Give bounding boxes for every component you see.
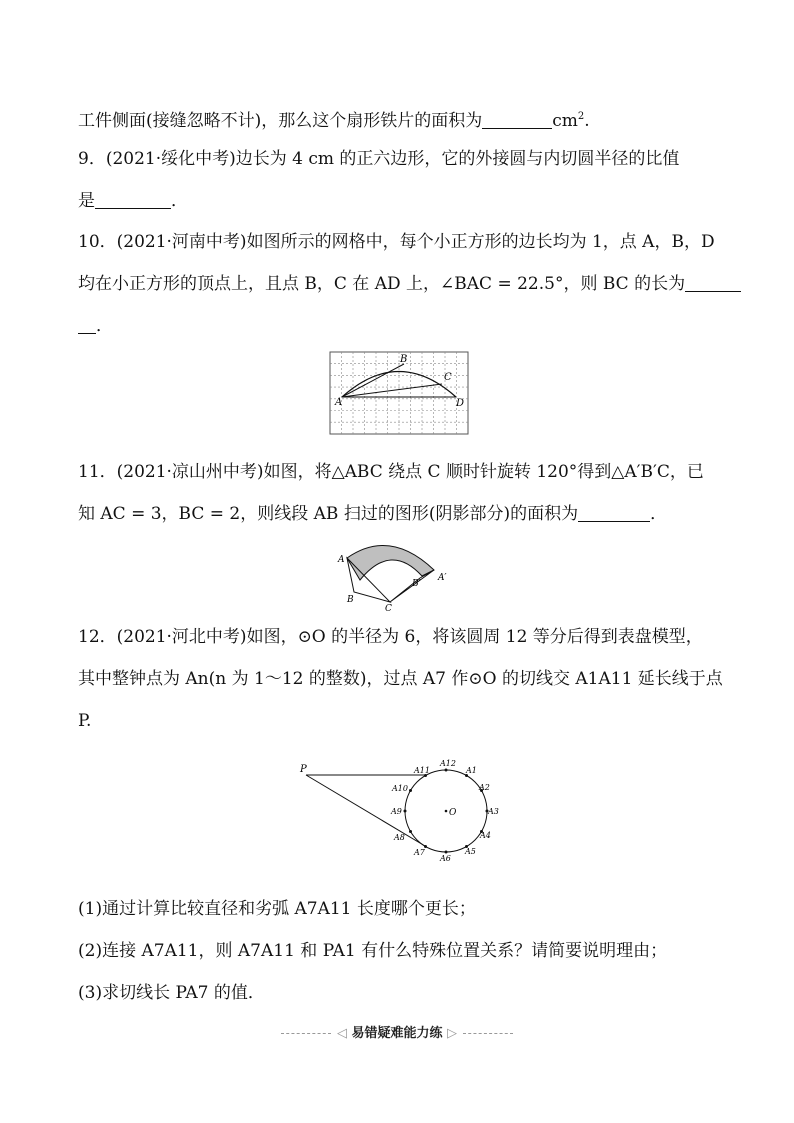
q12-label-a12: A12 bbox=[440, 759, 456, 768]
footer-rule-left bbox=[281, 1033, 331, 1034]
q8-text: 工件侧面(接缝忽略不计)，那么这个扇形铁片的面积为 bbox=[78, 111, 483, 131]
q10-answer-blank-a bbox=[685, 275, 741, 292]
q10-answer-blank-b bbox=[78, 317, 96, 334]
clock-point bbox=[409, 789, 412, 792]
q12-sub3: (3)求切线长 PA7 的值． bbox=[78, 983, 265, 1003]
q11-label-b-prime: B′ bbox=[412, 579, 421, 589]
q10-grid-figure bbox=[326, 348, 472, 438]
right-triangle-icon: ▷ bbox=[447, 1026, 458, 1041]
q9-text: 是 bbox=[78, 191, 95, 211]
q10-line1: 10．(2021·河南中考)如图所示的网格中，每个小正方形的边长均为 1，点 A，B，D bbox=[78, 232, 715, 252]
clock-point bbox=[404, 810, 407, 813]
q12-label-a10: A10 bbox=[392, 784, 408, 793]
q11-label-a-prime: A′ bbox=[438, 573, 447, 583]
q12-label-a1: A1 bbox=[466, 766, 477, 775]
q10-end: ． bbox=[96, 316, 113, 336]
q8-line bbox=[78, 106, 590, 132]
section-footer bbox=[0, 1022, 794, 1041]
q10-line2 bbox=[78, 273, 741, 295]
q12-label-a2: A2 bbox=[479, 783, 490, 792]
q10-label-d: D bbox=[456, 398, 465, 409]
q11-text: 知 AC = 3，BC = 2，则线段 AB 扫过的图形(阴影部分)的面积为 bbox=[78, 504, 579, 524]
q9-line2 bbox=[78, 190, 188, 212]
q12-label-a3: A3 bbox=[488, 807, 499, 816]
q9-end: ． bbox=[171, 191, 188, 211]
q11-label-b: B bbox=[347, 595, 354, 605]
q8-answer-blank bbox=[482, 112, 552, 129]
q10-label-a: A bbox=[335, 397, 343, 408]
q12-line1: 12．(2021·河北中考)如图，⊙O 的半径为 6，将该圆周 12 等分后得到表盘模型， bbox=[78, 627, 703, 647]
q12-clock-figure bbox=[296, 756, 506, 866]
q11-line1: 11．(2021·凉山州中考)如图，将△ABC 绕点 C 顺时针旋转 120°得到△A′B′C，已 bbox=[78, 462, 704, 482]
q12-line2: 其中整钟点为 An(n 为 1～12 的整数)，过点 A7 作⊙O 的切线交 A1A11 延长线于点 bbox=[78, 669, 723, 689]
q12-label-a7: A7 bbox=[414, 848, 425, 857]
clock-point bbox=[445, 769, 448, 772]
q10-line3 bbox=[78, 315, 113, 337]
left-triangle-icon: ◁ bbox=[336, 1026, 347, 1041]
q11-answer-blank bbox=[578, 505, 650, 522]
q10-label-c: C bbox=[444, 372, 452, 383]
q12-label-a6: A6 bbox=[440, 854, 451, 863]
q11-line2 bbox=[78, 503, 667, 525]
q11-label-a: A bbox=[338, 555, 345, 565]
q11-figure bbox=[334, 540, 464, 612]
q11-shaded-region bbox=[347, 546, 434, 581]
footer-rule-right bbox=[463, 1033, 513, 1034]
q12-label-o: O bbox=[449, 808, 457, 818]
footer-label: 易错疑难能力练 bbox=[351, 1026, 443, 1041]
q8-unit: cm bbox=[552, 111, 578, 131]
q8-unit-sup: 2 bbox=[577, 111, 585, 122]
q10-label-b: B bbox=[400, 354, 408, 365]
q9-answer-blank bbox=[95, 192, 171, 209]
q11-end: ． bbox=[650, 504, 668, 524]
q12-label-a11: A11 bbox=[414, 766, 430, 775]
q12-sub1: (1)通过计算比较直径和劣弧 A7A11 长度哪个更长； bbox=[78, 899, 476, 919]
q12-sub2: (2)连接 A7A11，则 A7A11 和 PA1 有什么特殊位置关系？请简要说明理由； bbox=[78, 941, 668, 961]
q12-label-p: P bbox=[300, 764, 307, 775]
q12-label-a9: A9 bbox=[391, 807, 402, 816]
q12-label-a5: A5 bbox=[465, 847, 476, 856]
q8-end: . bbox=[584, 111, 590, 131]
clock-point bbox=[409, 830, 412, 833]
q12-label-a8: A8 bbox=[394, 833, 405, 842]
q12-label-a4: A4 bbox=[480, 831, 491, 840]
q12-line3: P. bbox=[78, 711, 92, 731]
q11-label-c: C bbox=[385, 604, 392, 612]
q10-text: 均在小正方形的顶点上，且点 B，C 在 AD 上，∠BAC = 22.5°，则 BC 的长为 bbox=[78, 274, 686, 294]
q9-line1: 9．(2021·绥化中考)边长为 4 cm 的正六边形，它的外接圆与内切圆半径的比值 bbox=[78, 149, 680, 169]
